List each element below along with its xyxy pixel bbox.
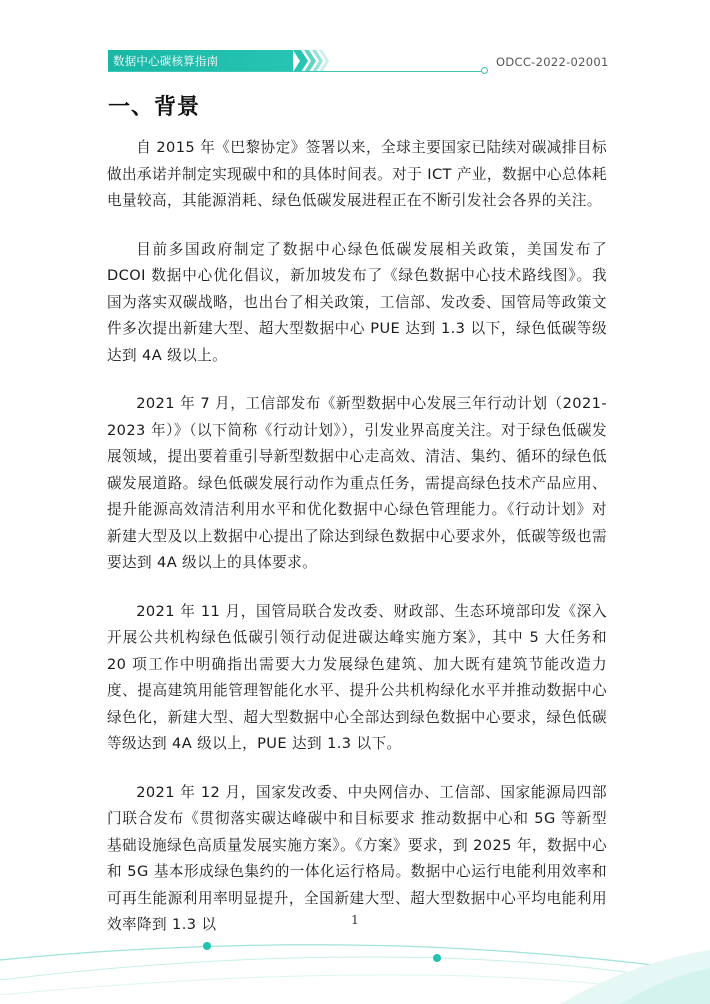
paragraph-government-policies: 目前多国政府制定了数据中心绿色低碳发展相关政策，美国发布了 DCOI 数据中心优化倡议，新加坡发布了《绿色数据中心技术路线图》。我国为落实双碳战略，也出台了相关政策，工信部、发改委、国管局等政策文件多次提出新建大型、超大型数据中心 PUE 达到 1.3 以下，绿色低碳等级达到 4A 级以上。 [107, 240, 607, 364]
header-rule-line [108, 71, 483, 72]
paragraph-public-institutions: 2021 年 11 月，国管局联合发改委、财政部、生态环境部印发《深入开展公共机构绿色低碳引领行动促进碳达峰实施方案》，其中 5 大任务和 20 项工作中明确指出需要大力发展绿色建筑、加大既有建筑节能改造力度、提高建筑用能管理智能化水平、提升公共机构绿化水平并推动数据中心绿色化，新建大型、超大型数据中心全部达到绿色数据中心要求，绿色低碳等级达到 4A 级以上，PUE 达到 1.3 以下。 [107, 602, 607, 752]
footer-wave-decoration [0, 920, 710, 1004]
page-header [0, 0, 710, 80]
paragraph-action-plan: 2021 年 7 月，工信部发布《新型数据中心发展三年行动计划（2021-2023 年）》（以下简称《行动计划》），引发业界高度关注。对于绿色低碳发展领域，提出要着重引导新型数据中心走高效、清洁、集约、循环的绿色低碳发展道路。绿色低碳发展行动作为重点任务，需提高绿色技术产品应用、提升能源高效清洁利用水平和优化数据中心绿色管理能力。《行动计划》对新建大型及以上数据中心提出了除达到绿色数据中心要求外，低碳等级也需要达到 4A 级以上的具体要求。 [107, 395, 607, 571]
paragraph-implementation-plan: 2021 年 12 月，国家发改委、中央网信办、工信部、国家能源局四部门联合发布《贯彻落实碳达峰碳中和目标要求 推动数据中心和 5G 等新型基础设施绿色高质量发展实施方案》。《方案》要求，到 2025 年，数据中心和 5G 基本形成绿色集约的一体化运行格局。数据中心运行电能利用效率和可再生能源利用率明显提升，全国新建大型、超大型数据中心平均电能利用效率降到 1.3 以 [107, 783, 607, 933]
section-title: 一、背景 [108, 95, 201, 120]
paragraph-paris-agreement: 自 2015 年《巴黎协定》签署以来，全球主要国家已陆续对碳减排目标做出承诺并制定实现碳中和的具体时间表。对于 ICT 产业，数据中心总体耗电量较高，其能源消耗、绿色低碳发展进程正在不断引发社会各界的关注。 [107, 139, 607, 209]
header-rule-dot [481, 67, 488, 74]
document-code: ODCC-2022-02001 [496, 55, 609, 69]
header-chevron-decoration [293, 50, 333, 72]
page-number: 1 [351, 913, 359, 927]
body-text [107, 135, 607, 961]
header-title: 数据中心碳核算指南 [113, 54, 219, 68]
